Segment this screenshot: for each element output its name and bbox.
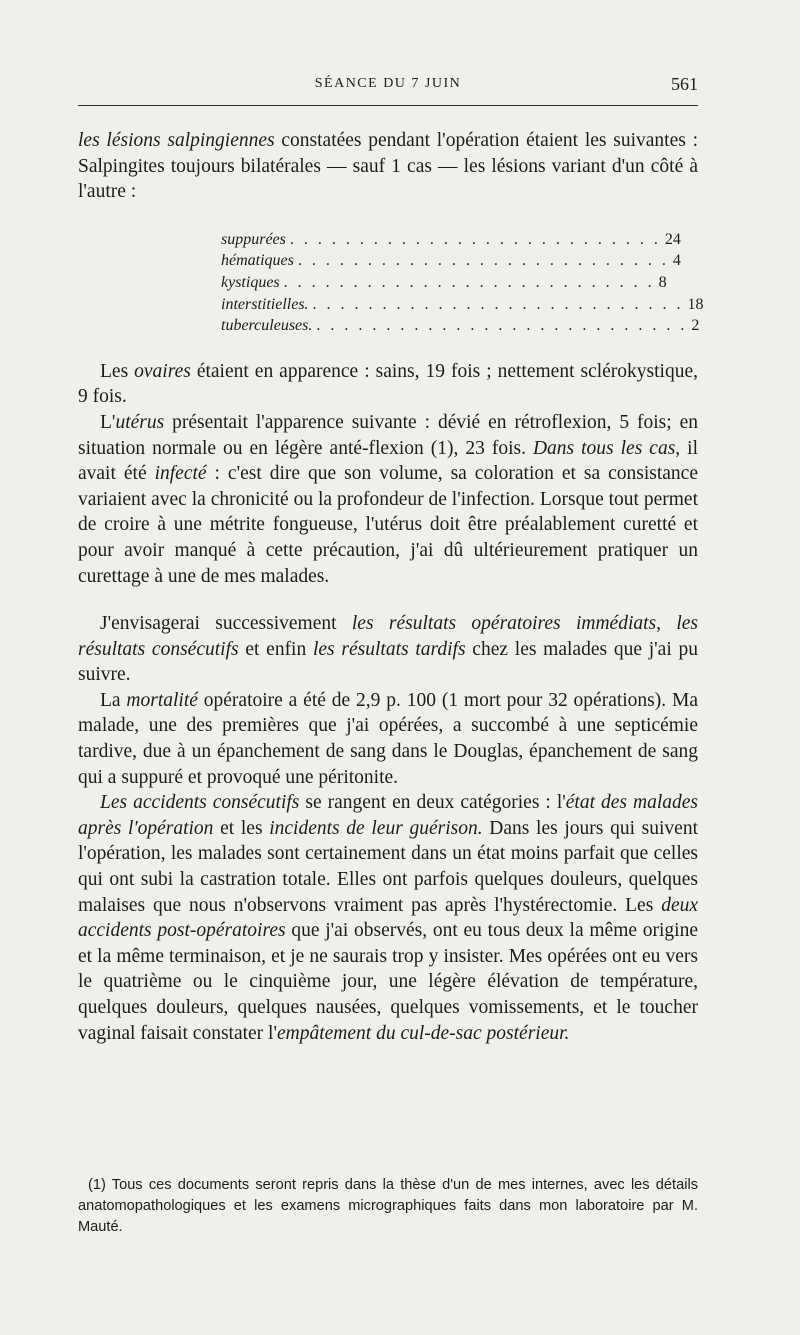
list-item	[221, 229, 681, 251]
text-run: que j'ai observés, ont eu tous deux la même origine et la même terminaison, et je ne saurais trop y insister. Mes opérées ont eu vers le quatrième ou le cinquième jour, une légère élévation de température, quelques douleurs, quelques nausées, quelques vomissements, et le toucher vaginal faisait constater l'	[78, 920, 699, 1044]
italic-phrase: mortalité	[126, 689, 198, 711]
text-run: : c'est dire que son volume, sa coloration et sa consistance variaient avec la chronicité ou la profondeur de l'infection. Lorsque tout permet de croire à une métrite fongueuse, l'utérus doit être préalablement curetté et pour avoir manqué à cette précaution, j'ai dû ultérieurement pratiquer un curettage à une de mes malades.	[78, 463, 698, 587]
italic-phrase: les résultats consécutifs	[78, 613, 699, 660]
running-title: SÉANCE DU 7 JUIN	[314, 76, 462, 91]
list-item	[221, 315, 700, 337]
page-number: 561	[671, 74, 698, 94]
paragraph-gap	[78, 589, 698, 611]
paragraph-resultats	[78, 611, 698, 688]
leader-dots: . . . . . . . . . . . . . . . . . . . . . . . . . . .	[316, 317, 688, 335]
paragraph-ovaires	[78, 359, 698, 410]
paragraph-mortalite	[78, 688, 698, 790]
header-rule	[78, 105, 698, 106]
text-run: constatées pendant l'opération étaient les suivantes : Salpingites toujours bilatérales — sauf 1 cas — les lésions variant d'un côté à l'autre :	[78, 130, 698, 203]
text-run: et les	[213, 817, 270, 839]
text-run: étaient en apparence : sains, 19 fois ; nettement sclérokystique, 9 fois.	[78, 360, 698, 408]
text-run: ,	[656, 613, 677, 635]
list-item	[221, 272, 667, 294]
paragraph-uterus	[78, 410, 698, 589]
paragraph-lesions-intro	[78, 128, 698, 205]
leader-dots: . . . . . . . . . . . . . . . . . . . . . . . . . . .	[297, 252, 669, 270]
text-run: Les	[100, 360, 135, 382]
leader-dots: . . . . . . . . . . . . . . . . . . . . . . . . . . .	[283, 273, 655, 291]
list-item-label: kystiques	[221, 273, 280, 291]
lesions-list	[221, 229, 704, 337]
text-run: , il avait été	[78, 437, 698, 485]
leader-dots: . . . . . . . . . . . . . . . . . . . . . . . . . . .	[312, 295, 684, 313]
italic-phrase: Dans tous les cas	[532, 437, 676, 459]
leader-dots: . . . . . . . . . . . . . . . . . . . . . . . . . . .	[289, 230, 661, 248]
italic-phrase: ovaires	[134, 360, 191, 382]
text-run: La	[100, 689, 127, 711]
list-item-label: hématiques	[221, 252, 294, 270]
list-item	[221, 294, 704, 316]
italic-phrase: utérus	[115, 411, 165, 433]
list-item-count: 2	[691, 317, 700, 335]
list-item-count: 24	[664, 230, 681, 248]
text-run: et enfin	[238, 638, 313, 660]
footnote: (1) Tous ces documents seront repris dans la thèse d'un de mes internes, avec les détails anatomopathologiques et les examens micrographiques faits dans mon laboratoire par M. Mauté.	[78, 1176, 698, 1235]
list-item	[221, 250, 681, 272]
text-run: L'	[100, 411, 116, 433]
italic-phrase: empâtement du cul-de-sac postérieur.	[276, 1022, 570, 1044]
italic-phrase: les résultats tardifs	[312, 638, 466, 660]
italic-phrase: état des malades après l'opération	[78, 792, 699, 839]
text-run: se rangent en deux catégories : l'	[299, 792, 566, 814]
text-run: présentait l'apparence suivante : dévié en rétroflexion, 5 fois; en situation normale ou en légère anté-flexion (1), 23 fois.	[78, 411, 698, 459]
list-item-count: 8	[658, 273, 667, 291]
list-item-label: interstitielles.	[221, 295, 309, 313]
text-run: opératoire a été de 2,9 p. 100 (1 mort pour 32 opérations). Ma malade, une des premières que j'ai opérées, a succombé à une septicémie tardive, due à un épanchement de sang dans le Douglas, épanchement de sang qui a suppuré et provoqué une péritonite.	[78, 689, 698, 788]
italic-phrase: deux accidents post-opératoires	[78, 894, 698, 942]
italic-phrase: les résultats opératoires immédiats	[351, 613, 657, 635]
italic-phrase: Les accidents consécutifs	[100, 792, 300, 814]
list-item-count: 4	[672, 252, 681, 270]
paragraph-accidents	[78, 790, 698, 1046]
text-run: chez les malades que j'ai pu suivre.	[78, 638, 698, 686]
text-run: Dans les jours qui suivent l'opération, les malades sont certainement dans un état moins parfait que celles qui ont subi la castration totale. Elles ont parfois quelques douleurs, quelques malaises que nous n'observons vraiment pas après l'hystérectomie. Les	[78, 817, 699, 916]
text-run: J'envisagerai successivement	[100, 613, 352, 635]
body-text	[78, 128, 704, 1046]
italic-phrase: incidents de leur guérison.	[269, 817, 483, 839]
page-header	[78, 74, 698, 96]
list-item-label: tuberculeuses.	[221, 317, 313, 335]
list-item-label: suppurées	[221, 230, 286, 248]
list-item-count: 18	[687, 295, 704, 313]
italic-phrase: infecté	[154, 463, 207, 485]
italic-phrase: les lésions salpingiennes	[78, 130, 275, 151]
